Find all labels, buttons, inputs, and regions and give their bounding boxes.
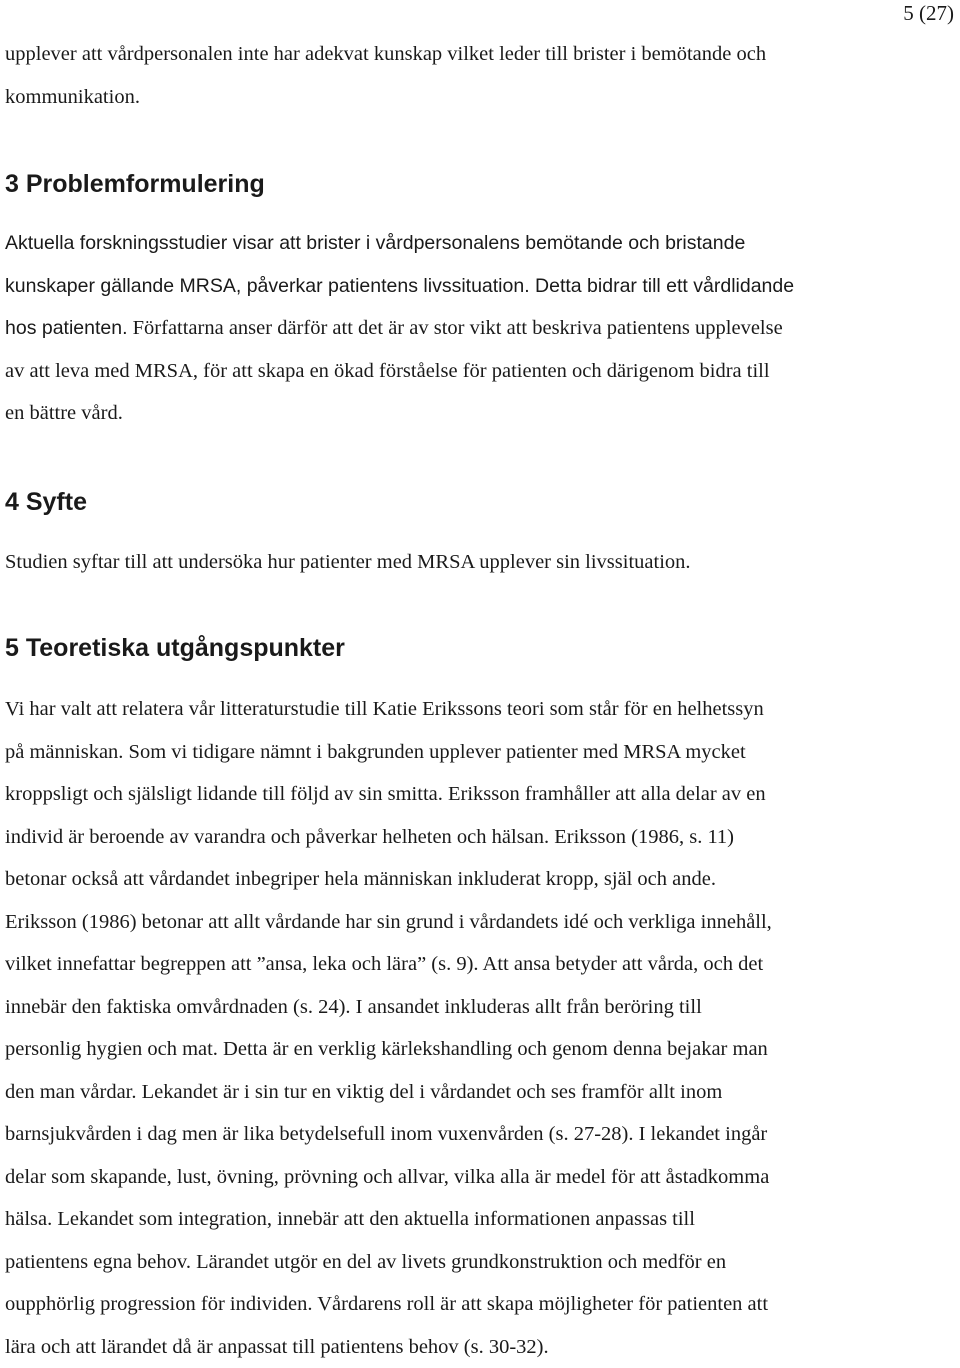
text-line: den man vårdar. Lekandet är i sin tur en viktig del i vårdandet och ses framför allt inom	[5, 1071, 955, 1114]
text-line: individ är beroende av varandra och påverkar helheten och hälsan. Eriksson (1986, s. 11)	[5, 816, 955, 859]
text-line	[5, 392, 955, 435]
syfte-paragraph	[5, 541, 955, 584]
text-run: Författarna anser därför att det är av stor vikt att beskriva patientens upplevelse	[128, 317, 783, 339]
text-run: kunskaper gällande MRSA, påverkar patientens livssituation. Detta bidrar till ett vårdlidande	[5, 275, 794, 297]
text-line: Studien syftar till att undersöka hur patienter med MRSA upplever sin livssituation.	[5, 541, 955, 584]
text-run: hos patienten.	[5, 317, 128, 339]
section-heading-teoretiska-utgangspunkter: 5 Teoretiska utgångspunkter	[5, 633, 345, 663]
text-run: en bättre vård.	[5, 402, 123, 424]
intro-paragraph	[5, 33, 955, 118]
text-line: hälsa. Lekandet som integration, innebär att den aktuella informationen anpassas till	[5, 1198, 955, 1241]
text-line: upplever att vårdpersonalen inte har adekvat kunskap vilket leder till brister i bemötande och	[5, 33, 955, 76]
text-line	[5, 222, 955, 265]
section-heading-syfte: 4 Syfte	[5, 487, 87, 517]
text-line	[5, 307, 955, 350]
text-line	[5, 350, 955, 393]
text-run: Aktuella forskningsstudier visar att brister i vårdpersonalens bemötande och bristande	[5, 232, 745, 254]
text-line: innebär den faktiska omvårdnaden (s. 24). I ansandet inkluderas allt från beröring till	[5, 986, 955, 1029]
text-line: personlig hygien och mat. Detta är en verklig kärlekshandling och genom denna bejakar man	[5, 1028, 955, 1071]
text-line: på människan. Som vi tidigare nämnt i bakgrunden upplever patienter med MRSA mycket	[5, 731, 955, 774]
text-line: kroppsligt och själsligt lidande till följd av sin smitta. Eriksson framhåller att alla delar av en	[5, 773, 955, 816]
text-line: kommunikation.	[5, 76, 955, 119]
text-run: av att leva med MRSA, för att skapa en ökad förståelse för patienten och därigenom bidra till	[5, 360, 770, 382]
teoretiska-paragraph	[5, 688, 955, 1368]
text-line: delar som skapande, lust, övning, prövning och allvar, vilka alla är medel för att åstadkomma	[5, 1156, 955, 1199]
text-line: betonar också att vårdandet inbegriper hela människan inkluderat kropp, själ och ande.	[5, 858, 955, 901]
text-line: Vi har valt att relatera vår litteraturstudie till Katie Erikssons teori som står för en helhetssyn	[5, 688, 955, 731]
problemformulering-paragraph	[5, 222, 955, 435]
text-line	[5, 265, 955, 308]
text-line: oupphörlig progression för individen. Vårdarens roll är att skapa möjligheter för patienten att	[5, 1283, 955, 1326]
section-heading-problemformulering: 3 Problemformulering	[5, 169, 265, 199]
text-line: Eriksson (1986) betonar att allt vårdande har sin grund i vårdandets idé och verkliga innehåll,	[5, 901, 955, 944]
text-line: vilket innefattar begreppen att ”ansa, leka och lära” (s. 9). Att ansa betyder att vårda, och det	[5, 943, 955, 986]
text-line: barnsjukvården i dag men är lika betydelsefull inom vuxenvården (s. 27-28). I lekandet ingår	[5, 1113, 955, 1156]
text-line: lära och att lärandet då är anpassat till patientens behov (s. 30-32).	[5, 1326, 955, 1368]
text-line: patientens egna behov. Lärandet utgör en del av livets grundkonstruktion och medför en	[5, 1241, 955, 1284]
page-number: 5 (27)	[903, 0, 954, 26]
